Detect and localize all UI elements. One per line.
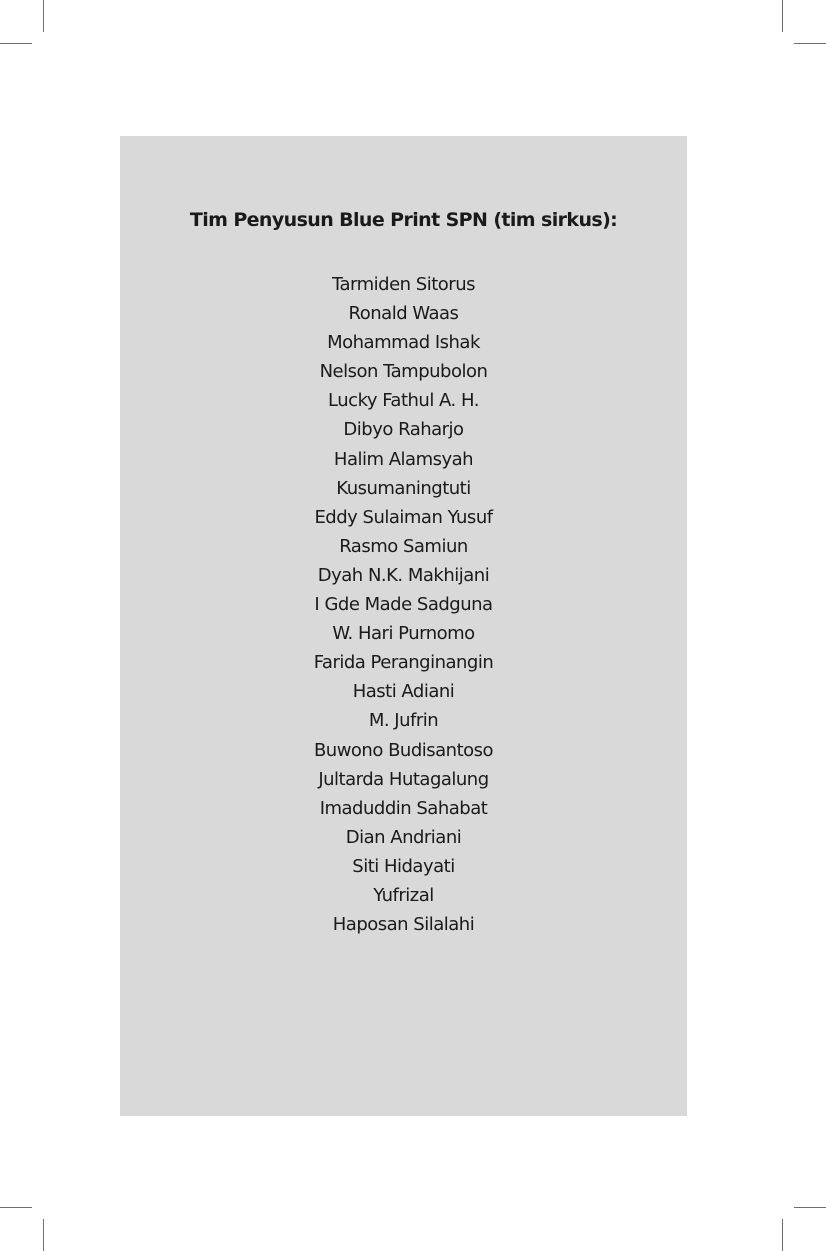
crop-mark-top-right-horizontal [794,43,826,44]
name-item: Hasti Adiani [352,681,455,703]
crop-mark-top-left-horizontal [0,43,32,44]
crop-mark-top-left-vertical [43,0,44,32]
crop-mark-bottom-right-horizontal [794,1207,826,1208]
crop-mark-bottom-right-vertical [782,1219,783,1251]
name-item: Mohammad Ishak [327,332,480,354]
name-item: Nelson Tampubolon [319,361,488,383]
name-item: Haposan Silalahi [332,914,475,936]
names-list [120,270,687,939]
name-item: Dibyo Raharjo [343,419,464,441]
name-item: Yufrizal [373,884,434,906]
name-item: Lucky Fathul A. H. [328,390,479,412]
name-item: Eddy Sulaiman Yusuf [314,506,493,528]
name-item: Dyah N.K. Makhijani [317,564,490,586]
name-item: Dian Andriani [345,826,462,848]
credits-panel [120,136,687,1116]
name-item: Kusumaningtuti [336,477,471,499]
crop-mark-bottom-left-horizontal [0,1207,32,1208]
name-item: W. Hari Purnomo [332,623,475,645]
name-item: Halim Alamsyah [333,448,474,470]
name-item: Farida Peranginangin [313,652,494,674]
name-item: Jultarda Hutagalung [318,768,489,790]
crop-mark-bottom-left-vertical [43,1219,44,1251]
name-item: Ronald Waas [348,303,459,325]
name-item: M. Jufrin [368,710,439,732]
crop-mark-top-right-vertical [782,0,783,32]
name-item: Buwono Budisantoso [313,739,494,761]
name-item: Rasmo Samiun [339,535,468,557]
credits-title: Tim Penyusun Blue Print SPN (tim sirkus): [189,209,618,231]
name-item: Siti Hidayati [352,855,455,877]
name-item: Imaduddin Sahabat [319,797,488,819]
name-item: Tarmiden Sitorus [332,274,475,295]
name-item: I Gde Made Sadguna [314,594,493,616]
